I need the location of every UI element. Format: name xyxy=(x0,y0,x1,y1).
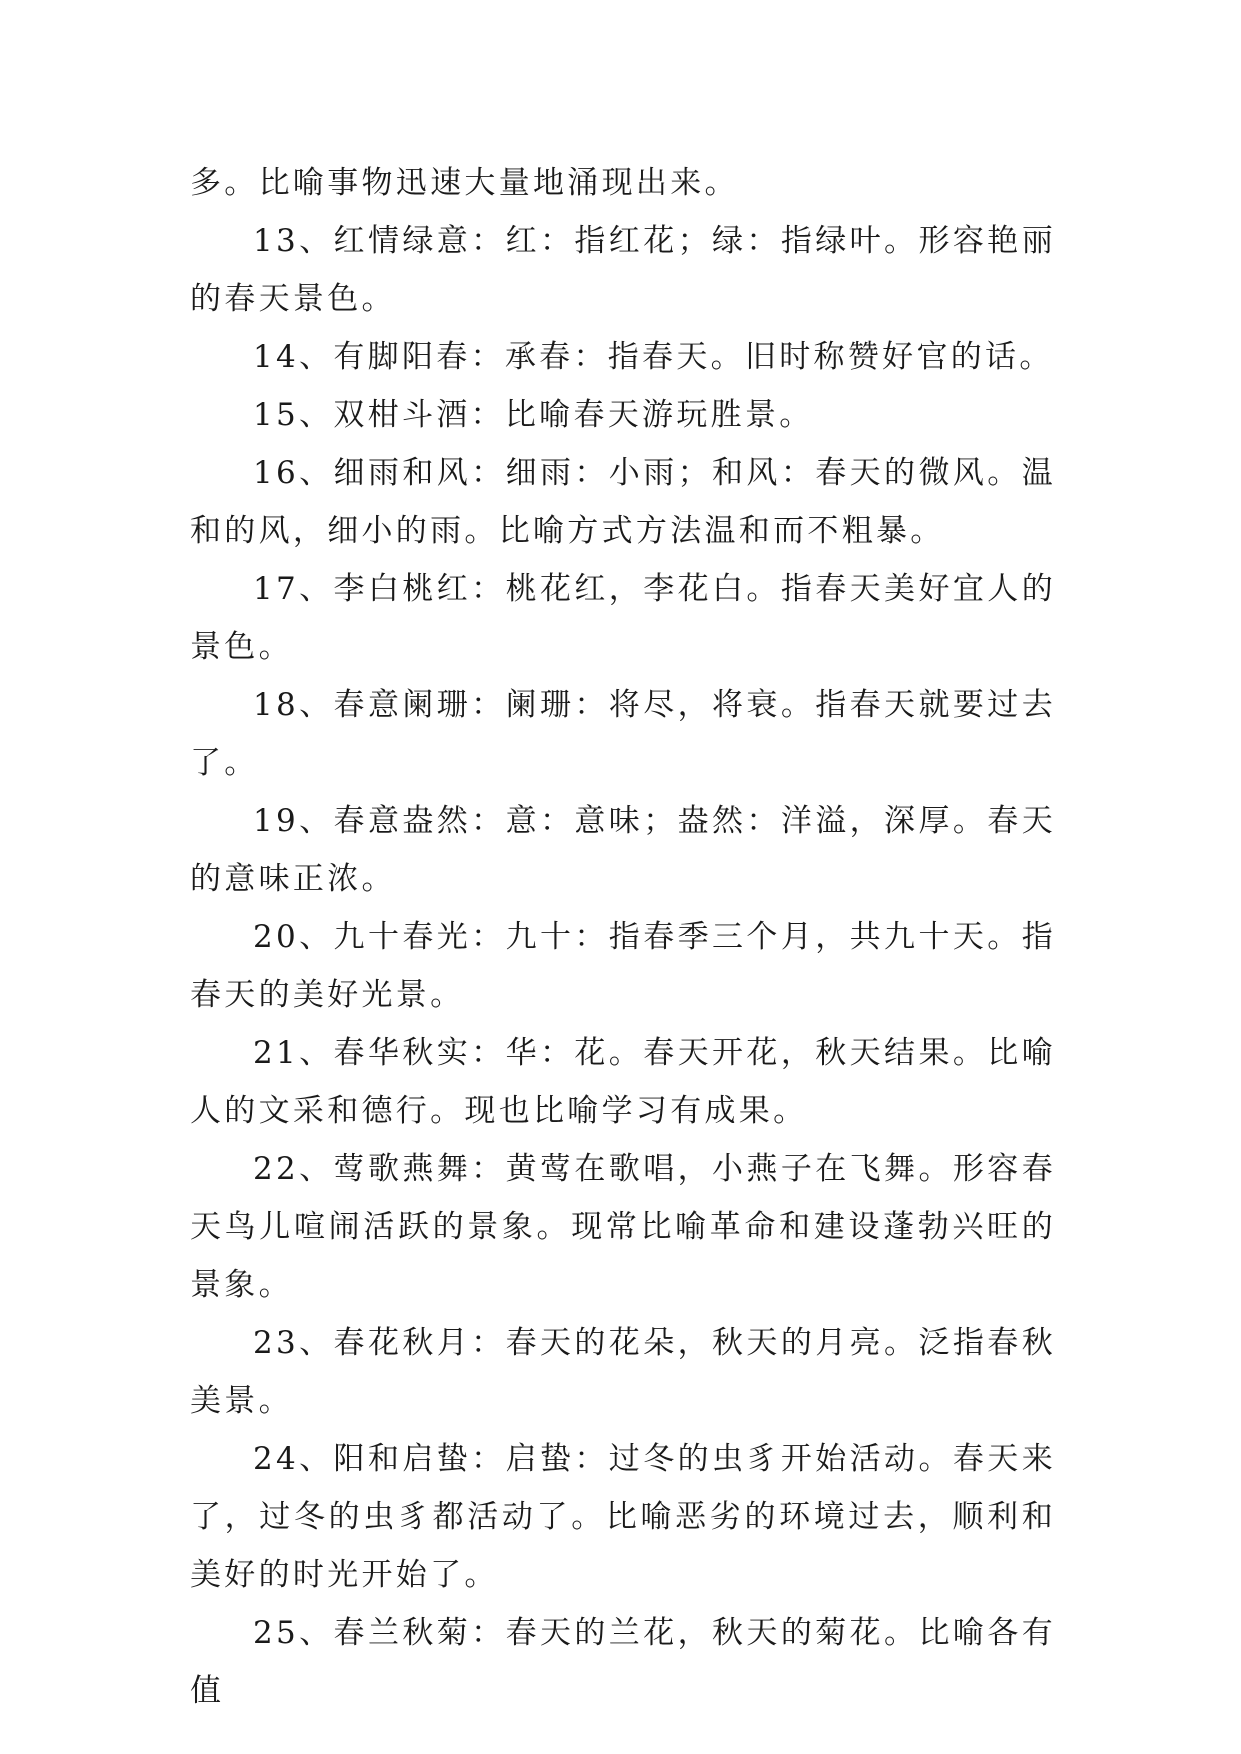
document-body xyxy=(190,154,1056,1720)
paragraph-item-16: 16、细雨和风：细雨：小雨；和风：春天的微风。温和的风，细小的雨。比喻方式方法温和而不粗暴。 xyxy=(190,455,1056,549)
paragraph-item-24: 24、阳和启蛰：启蛰：过冬的虫豸开始活动。春天来了，过冬的虫豸都活动了。比喻恶劣的环境过去，顺利和美好的时光开始了。 xyxy=(190,1441,1056,1593)
paragraph-item-14: 14、有脚阳春：承春：指春天。旧时称赞好官的话。 xyxy=(253,339,1054,375)
paragraph-item-13: 13、红情绿意：红：指红花；绿：指绿叶。形容艳丽的春天景色。 xyxy=(190,223,1056,317)
paragraph-item-18: 18、春意阑珊：阑珊：将尽，将衰。指春天就要过去了。 xyxy=(190,687,1056,781)
paragraph-item-17: 17、李白桃红：桃花红，李花白。指春天美好宜人的景色。 xyxy=(190,571,1056,665)
paragraph-item-20: 20、九十春光：九十：指春季三个月，共九十天。指春天的美好光景。 xyxy=(190,919,1056,1013)
paragraph-item-19: 19、春意盎然：意：意味；盎然：洋溢，深厚。春天的意味正浓。 xyxy=(190,803,1056,897)
paragraph-continuation: 多。比喻事物迅速大量地涌现出来。 xyxy=(190,165,739,201)
paragraph-item-23: 23、春花秋月：春天的花朵，秋天的月亮。泛指春秋美景。 xyxy=(190,1325,1056,1419)
paragraph-item-25: 25、春兰秋菊：春天的兰花，秋天的菊花。比喻各有值 xyxy=(190,1615,1056,1709)
paragraph-item-15: 15、双柑斗酒：比喻春天游玩胜景。 xyxy=(253,397,814,433)
paragraph-item-21: 21、春华秋实：华：花。春天开花，秋天结果。比喻人的文采和德行。现也比喻学习有成果。 xyxy=(190,1035,1056,1129)
paragraph-item-22: 22、莺歌燕舞：黄莺在歌唱，小燕子在飞舞。形容春天鸟儿喧闹活跃的景象。现常比喻革命和建设蓬勃兴旺的景象。 xyxy=(190,1151,1056,1303)
